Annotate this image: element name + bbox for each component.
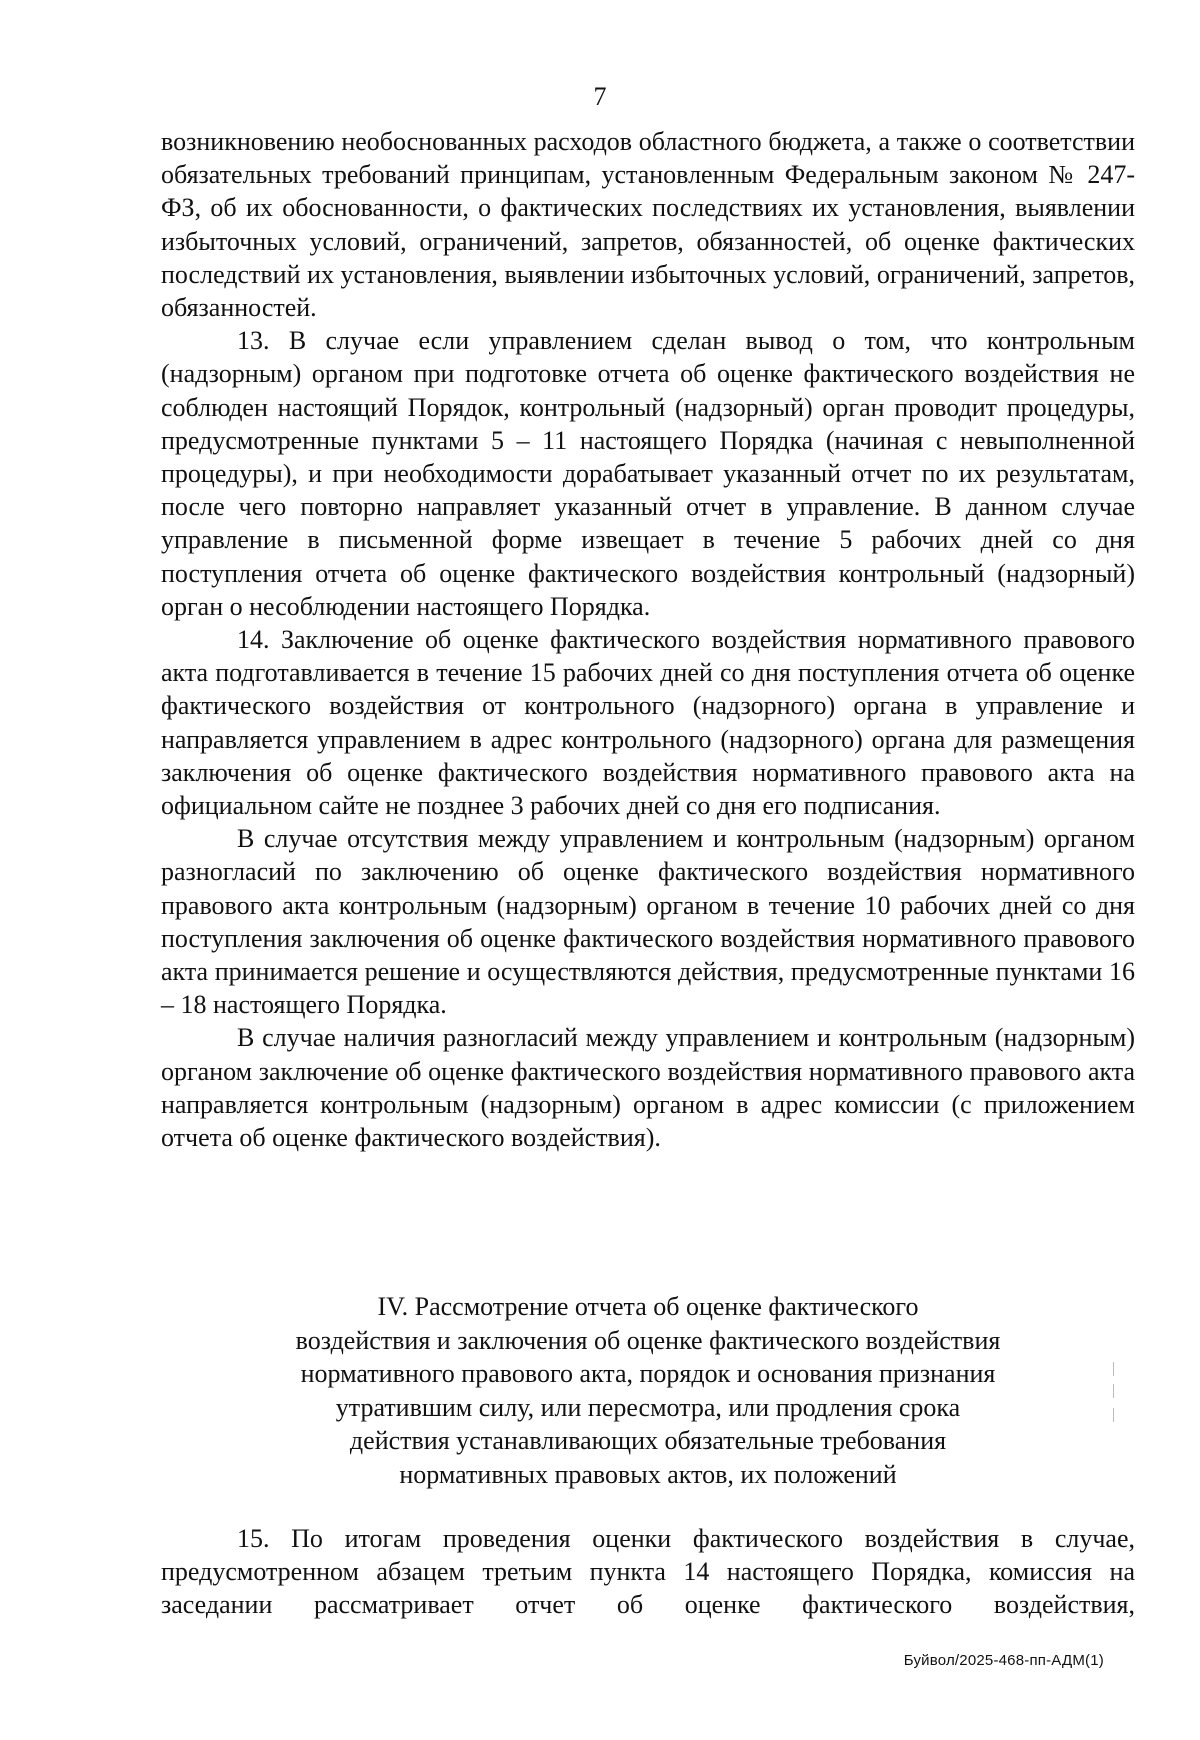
- paragraph-continuation: возникновению необоснованных расходов областного бюджета, а также о соответствии обязательных требований принципам, установленным Федеральным законом № 247-ФЗ, об их обоснованности, о фактических последствиях их установления, выявлении избыточных условий, ограничений, запретов, обязанностей, об оценке фактических последствий их установления, выявлении избыточных условий, ограничений, запретов, обязанностей.: [161, 127, 1135, 323]
- paragraph-14-no-disagreement: В случае отсутствия между управлением и контрольным (надзорным) органом разногласий по заключению об оценке фактического воздействия нормативного правового акта контрольным (надзорным) органом в течение 10 рабочих дней со дня поступления заключения об оценке фактического воздействия нормативного правового акта принимается решение и осуществляются действия, предусмотренные пунктами 16 – 18 настоящего Порядка.: [161, 824, 1135, 1020]
- paragraph-13: 13. В случае если управлением сделан вывод о том, что контрольным (надзорным) органом при подготовке отчета об оценке фактического воздействия не соблюден настоящий Порядок, контрольный (надзорный) орган проводит процедуры, предусмотренные пунктами 5 – 11 настоящего Порядка (начиная с невыполненной процедуры), и при необходимости дорабатывает указанный отчет по их результатам, после чего повторно направляет указанный отчет в управление. В данном случае управление в письменной форме извещает в течение 5 рабочих дней со дня поступления отчета об оценке фактического воздействия контрольный (надзорный) орган о несоблюдении настоящего Порядка.: [161, 326, 1135, 621]
- heading-line: действия устанавливающих обязательные требования: [349, 1426, 947, 1455]
- heading-line: воздействия и заключения об оценке фактического воздействия: [295, 1325, 1001, 1355]
- document-code: Буйвол/2025-468-пп-АДМ(1): [903, 1652, 1104, 1669]
- paragraph-14: 14. Заключение об оценке фактического воздействия нормативного правового акта подготавливается в течение 15 рабочих дней со дня поступления отчета об оценке фактического воздействия от контрольного (надзорного) органа в управление и направляется управлением в адрес контрольного (надзорного) органа для размещения заключения об оценке фактического воздействия нормативного правового акта на официальном сайте не позднее 3 рабочих дней со дня его подписания.: [161, 625, 1135, 821]
- heading-line: нормативного правового акта, порядок и основания признания: [300, 1359, 996, 1388]
- scan-margin-mark: [1113, 1362, 1114, 1376]
- heading-line: IV. Рассмотрение отчета об оценке фактического: [377, 1292, 919, 1321]
- scan-margin-mark: [1113, 1384, 1114, 1398]
- heading-line: утратившим силу, или пересмотра, или продления срока: [335, 1392, 961, 1422]
- document-body: [161, 125, 1135, 1154]
- paragraph-14-disagreement: В случае наличия разногласий между управлением и контрольным (надзорным) органом заключение об оценке фактического воздействия нормативного правового акта направляется контрольным (надзорным) органом в адрес комиссии (с приложением отчета об оценке фактического воздействия).: [161, 1023, 1135, 1153]
- section-heading-iv: [161, 1290, 1135, 1491]
- paragraph-15: 15. По итогам проведения оценки фактического воздействия в случае, предусмотренном абзацем третьим пункта 14 настоящего Порядка, комиссия на заседании рассматривает отчет об оценке фактического воздействия,: [161, 1524, 1135, 1620]
- heading-line: нормативных правовых актов, их положений: [399, 1459, 897, 1489]
- scan-margin-mark: [1113, 1408, 1114, 1422]
- page-number: 7: [593, 82, 607, 111]
